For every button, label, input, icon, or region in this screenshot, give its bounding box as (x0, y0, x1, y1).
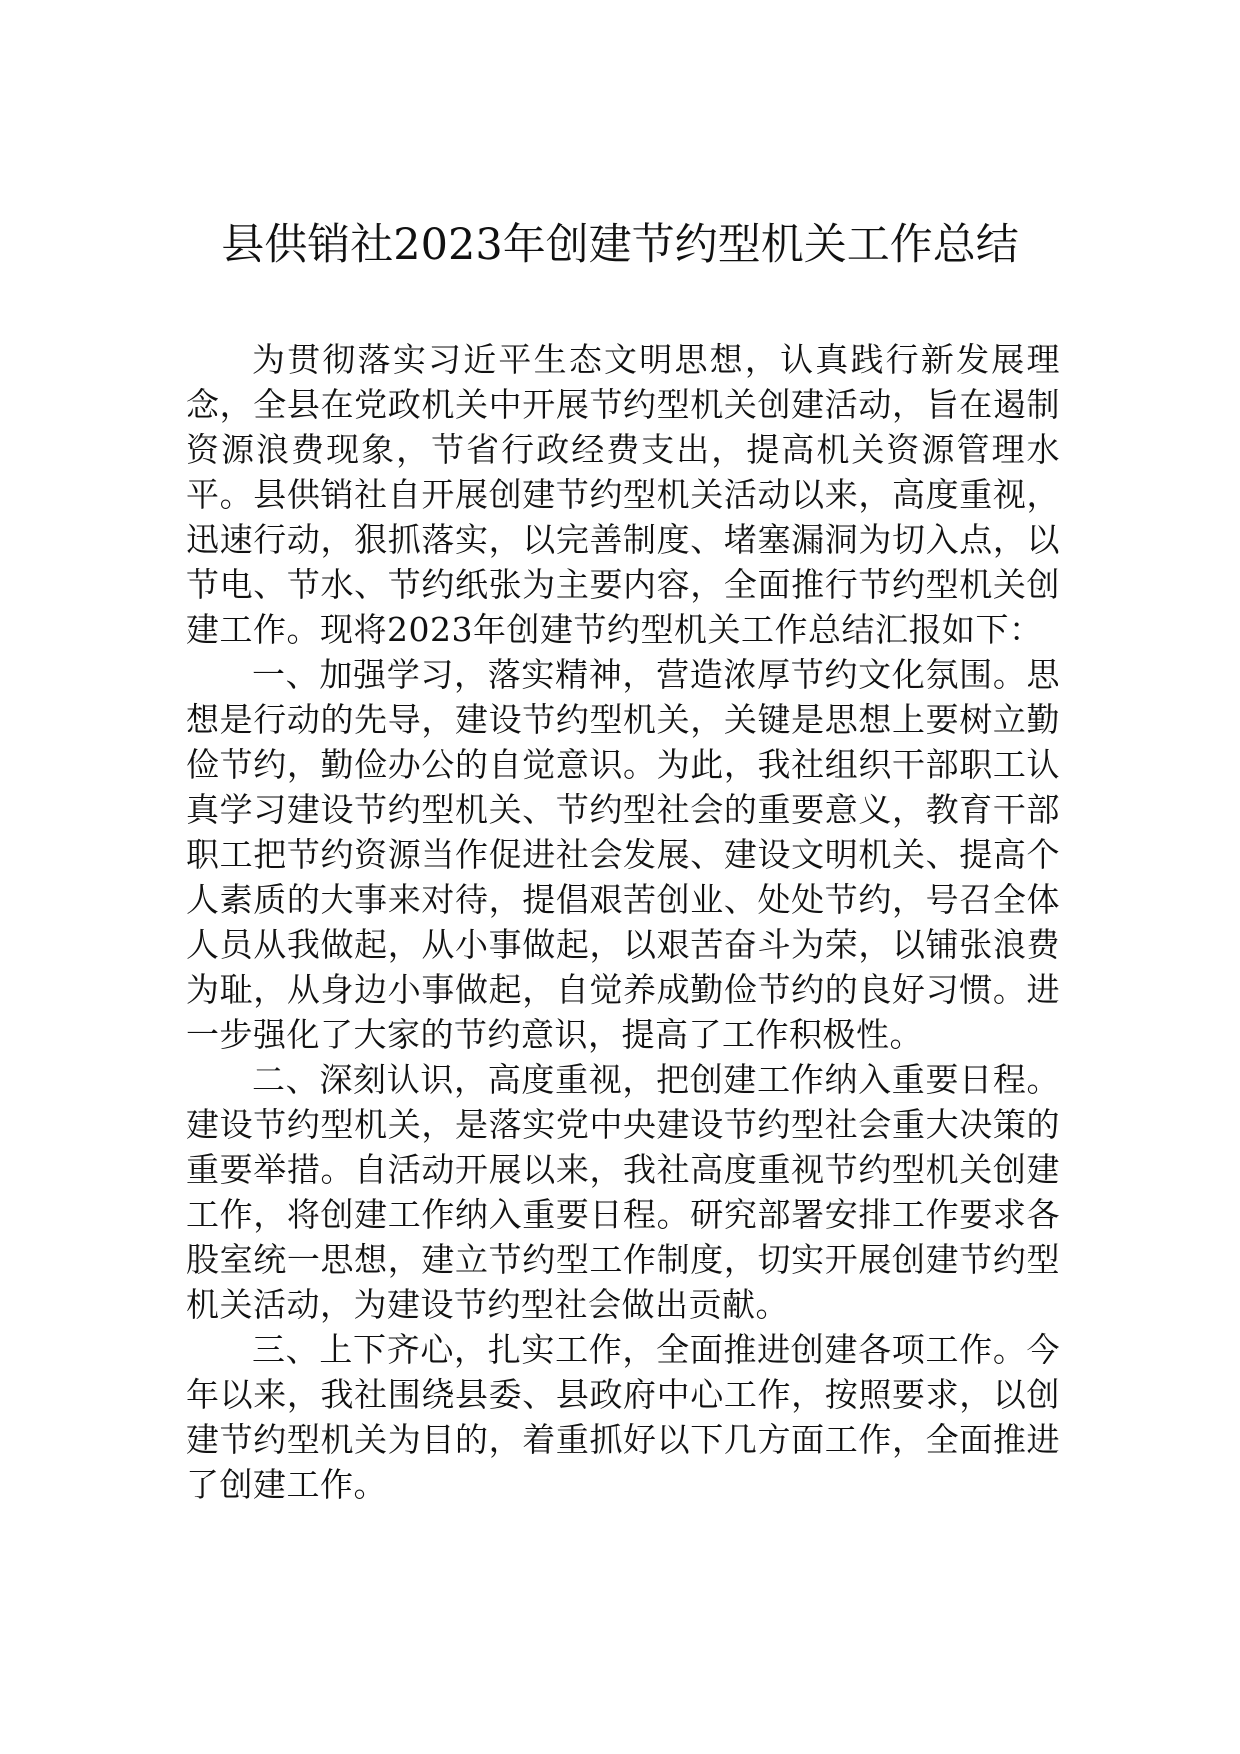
paragraph-section-2: 二、深刻认识，高度重视，把创建工作纳入重要日程。建设节约型机关，是落实党中央建设节约型社会重大决策的重要举措。自活动开展以来，我社高度重视节约型机关创建工作，将创建工作纳入重要日程。研究部署安排工作要求各股室统一思想，建立节约型工作制度，切实开展创建节约型机关活动，为建设节约型社会做出贡献。 (186, 1060, 1060, 1324)
document-title: 县供销社2023年创建节约型机关工作总结 (221, 220, 1019, 270)
document-body (186, 337, 1060, 1507)
paragraph-section-3: 三、上下齐心，扎实工作，全面推进创建各项工作。今年以来，我社围绕县委、县政府中心工作，按照要求，以创建节约型机关为目的，着重抓好以下几方面工作，全面推进了创建工作。 (186, 1330, 1060, 1504)
paragraph-section-1: 一、加强学习，落实精神，营造浓厚节约文化氛围。思想是行动的先导，建设节约型机关，关键是思想上要树立勤俭节约，勤俭办公的自觉意识。为此，我社组织干部职工认真学习建设节约型机关、节约型社会的重要意义，教育干部职工把节约资源当作促进社会发展、建设文明机关、提高个人素质的大事来对待，提倡艰苦创业、处处节约，号召全体人员从我做起，从小事做起，以艰苦奋斗为荣，以铺张浪费为耻，从身边小事做起，自觉养成勤俭节约的良好习惯。进一步强化了大家的节约意识，提高了工作积极性。 (186, 655, 1060, 1054)
paragraph-intro: 为贯彻落实习近平生态文明思想，认真践行新发展理念，全县在党政机关中开展节约型机关创建活动，旨在遏制资源浪费现象，节省行政经费支出，提高机关资源管理水平。县供销社自开展创建节约型机关活动以来，高度重视，迅速行动，狠抓落实，以完善制度、堵塞漏洞为切入点，以节电、节水、节约纸张为主要内容，全面推行节约型机关创建工作。现将2023年创建节约型机关工作总结汇报如下： (186, 340, 1060, 649)
